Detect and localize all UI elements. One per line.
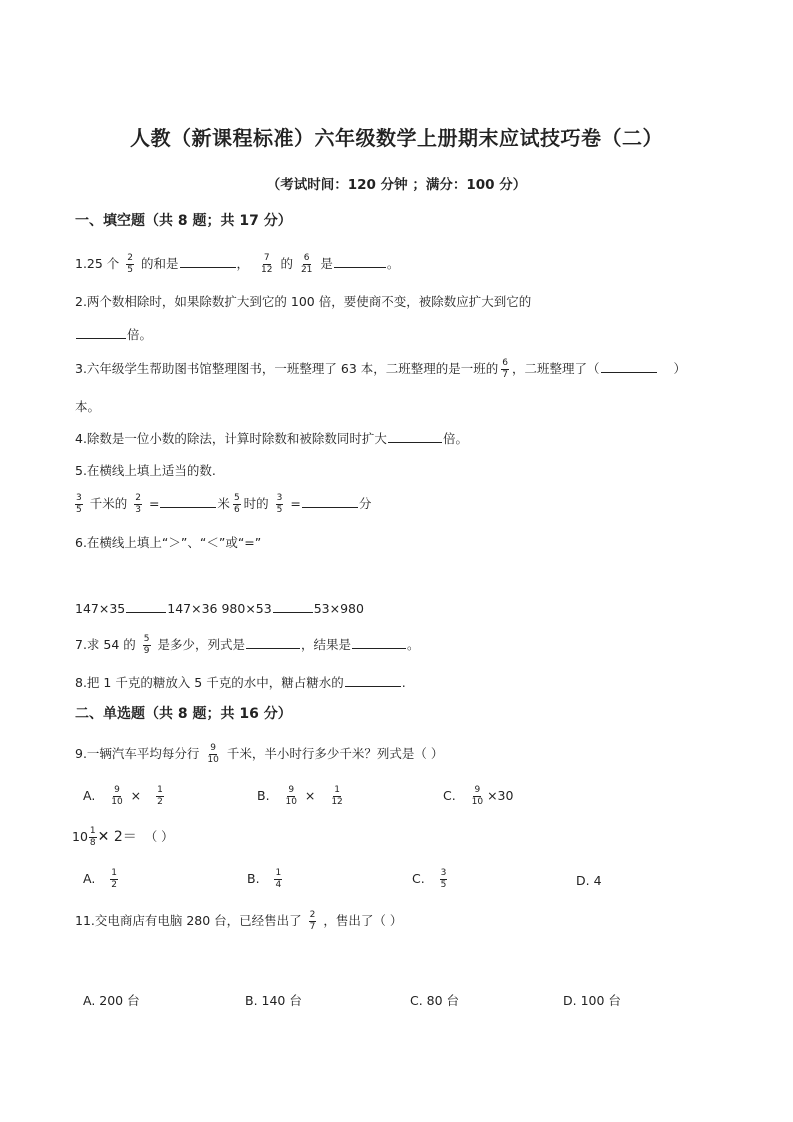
- section-heading-single-choice: 二、单选题（共 8 题；共 16 分）: [75, 706, 292, 722]
- question-7: 7.求 54 的 $\frac{5}{9}$ 是多少，列式是 ，结果是 。: [75, 634, 420, 656]
- question-5: 5.在横线上填上适当的数.: [75, 463, 216, 478]
- fraction: $\frac{5}{9}$: [143, 634, 150, 656]
- question-1: 1.25 个 $\frac{2}{5}$ 的和是 ， $\frac{7}{12}$ 的 $\frac{6}{21}$ 是 。: [75, 253, 400, 275]
- question-5-line2: $\frac{3}{5}$ 千米的 $\frac{2}{3}$ = 米 $\frac{5}{6}$ 时的 $\frac{3}{5}$ = 分: [76, 493, 372, 515]
- question-4: 4.除数是一位小数的除法，计算时除数和被除数同时扩大 倍。: [75, 431, 468, 446]
- fraction: $\frac{6}{7}$: [502, 358, 509, 380]
- question-3: 3.六年级学生帮助图书馆整理图书，一班整理了 63 本，二班整理的是一班的 $\frac{6}{7}$ ，二班整理了（ ）: [75, 358, 686, 380]
- fraction: $\frac{9}{10}$: [285, 785, 297, 807]
- question-11: 11.交电商店有电脑 280 台，已经售出了 $\frac{2}{7}$ ，售出了（ ）: [75, 910, 403, 932]
- fraction: $\frac{9}{10}$: [471, 785, 484, 807]
- fraction: $\frac{5}{6}$: [233, 493, 240, 515]
- answer-blank[interactable]: [126, 599, 166, 613]
- answer-blank[interactable]: [345, 673, 401, 687]
- question-6-line2: 147×35 147×36 980×53 53×980: [75, 601, 364, 616]
- answer-blank[interactable]: [76, 325, 126, 339]
- question-6: 6.在横线上填上“＞”、“＜”或“=”: [75, 535, 262, 550]
- fraction: $\frac{3}{5}$: [276, 493, 283, 515]
- fraction: $\frac{1}{2}$: [157, 785, 163, 807]
- q11-option-b[interactable]: B. 140 台: [245, 993, 302, 1008]
- fraction: $\frac{9}{10}$: [111, 785, 123, 807]
- question-3-line2: 本。: [75, 399, 101, 414]
- fraction: $\frac{6}{21}$: [300, 253, 313, 275]
- q9-option-b[interactable]: B. $\frac{9}{10}$ × $\frac{1}{12}$: [257, 785, 343, 807]
- fraction: $\frac{2}{3}$: [135, 493, 141, 515]
- q10-option-c[interactable]: C. $\frac{3}{5}$: [412, 868, 447, 890]
- answer-blank[interactable]: [388, 429, 442, 443]
- q1-text-b: 的和是: [141, 256, 179, 271]
- q11-option-c[interactable]: C. 80 台: [410, 993, 460, 1008]
- question-2-line2: 倍。: [75, 325, 152, 343]
- exam-info: （考试时间：120 分钟 ；满分：100 分）: [266, 177, 527, 193]
- q10-option-a[interactable]: A. $\frac{1}{2}$: [83, 868, 117, 890]
- fraction: $\frac{1}{4}$: [275, 868, 282, 890]
- fraction: $\frac{1}{8}$: [89, 826, 96, 848]
- q1-text-a: 1.25 个: [75, 256, 120, 271]
- fraction: $\frac{2}{7}$: [309, 910, 316, 932]
- answer-blank[interactable]: [273, 599, 313, 613]
- answer-blank[interactable]: [246, 635, 300, 649]
- answer-blank[interactable]: [180, 254, 236, 268]
- q9-option-c[interactable]: C. $\frac{9}{10}$ ×30: [443, 785, 514, 807]
- fraction: $\frac{3}{5}$: [440, 868, 447, 890]
- answer-blank[interactable]: [302, 494, 358, 508]
- q11-option-a[interactable]: A. 200 台: [83, 993, 140, 1008]
- q9-option-a[interactable]: A. $\frac{9}{10}$ × $\frac{1}{2}$: [83, 785, 163, 807]
- q10-option-b[interactable]: B. $\frac{1}{4}$: [247, 868, 282, 890]
- fraction: $\frac{7}{12}$: [261, 253, 273, 275]
- page-title: 人教（新课程标准）六年级数学上册期末应试技巧卷（二）: [130, 126, 663, 150]
- fraction: $\frac{3}{5}$: [76, 493, 82, 515]
- answer-blank[interactable]: [601, 359, 657, 373]
- question-2: 2.两个数相除时，如果除数扩大到它的 100 倍，要使商不变，被除数应扩大到它的: [75, 294, 532, 309]
- answer-blank[interactable]: [334, 254, 386, 268]
- question-8: 8.把 1 千克的糖放入 5 千克的水中，糖占糖水的 .: [75, 675, 406, 690]
- answer-blank[interactable]: [352, 635, 406, 649]
- fraction: $\frac{2}{5}$: [127, 253, 134, 275]
- answer-blank[interactable]: [160, 494, 216, 508]
- q11-option-d[interactable]: D. 100 台: [563, 993, 621, 1008]
- fraction: $\frac{1}{2}$: [111, 868, 117, 890]
- question-10: 10 $\frac{1}{8}$ ✕ 2＝ （ ）: [72, 826, 174, 848]
- section-heading-fill-blank: 一、填空题（共 8 题；共 17 分）: [75, 213, 292, 229]
- q10-option-d[interactable]: D. 4: [576, 873, 602, 888]
- fraction: $\frac{9}{10}$: [207, 743, 219, 765]
- fraction: $\frac{1}{12}$: [331, 785, 343, 807]
- question-9: 9.一辆汽车平均每分行 $\frac{9}{10}$ 千米，半小时行多少千米？列式是（ ）: [75, 743, 444, 765]
